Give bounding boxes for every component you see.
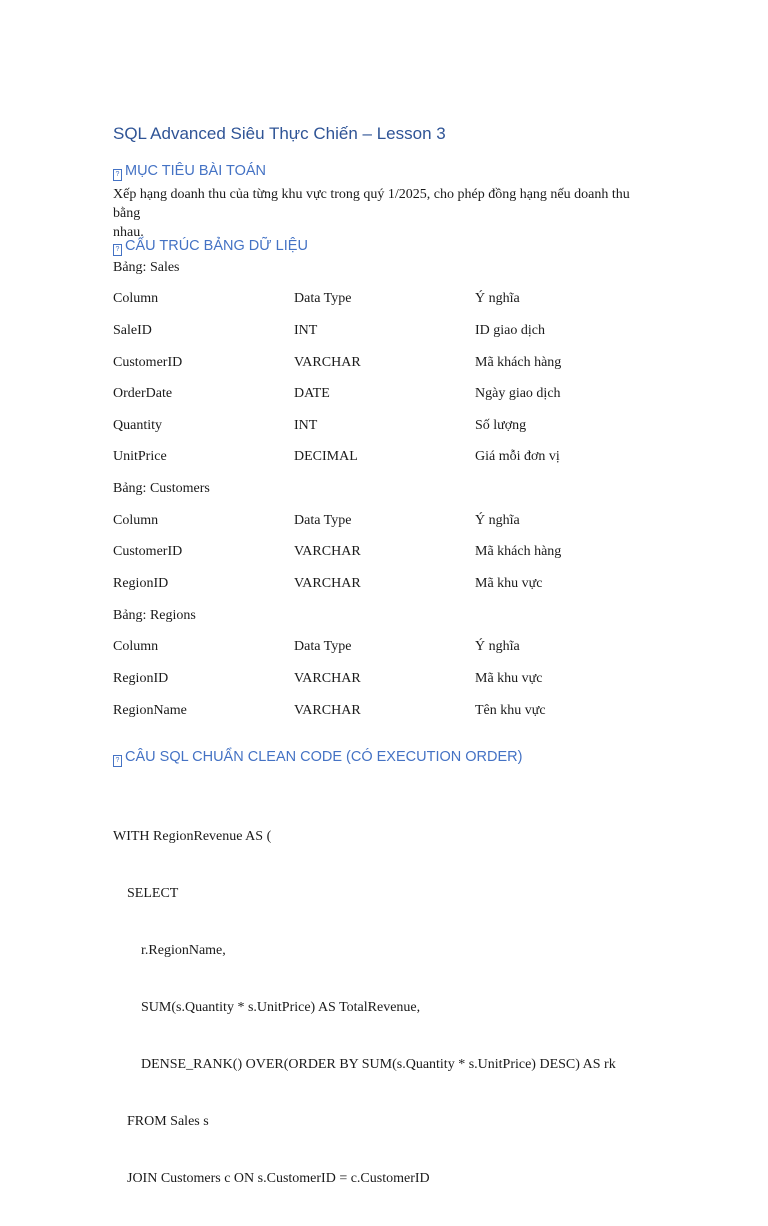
section-heading-label: CÂU SQL CHUẨN CLEAN CODE (CÓ EXECUTION ORDER) bbox=[125, 749, 523, 765]
table-row bbox=[0, 449, 768, 469]
cell-meaning: ID giao dịch bbox=[475, 323, 545, 338]
header-column: Column bbox=[113, 639, 159, 654]
code-line: FROM Sales s bbox=[113, 1114, 209, 1129]
cell-meaning: Mã khách hàng bbox=[475, 544, 562, 559]
cell-data-type: DECIMAL bbox=[294, 449, 358, 464]
missing-glyph-icon: ? bbox=[113, 169, 122, 181]
cell-meaning: Giá mỗi đơn vị bbox=[475, 449, 560, 464]
cell-data-type: VARCHAR bbox=[294, 703, 361, 718]
cell-data-type: VARCHAR bbox=[294, 544, 361, 559]
document-title: SQL Advanced Siêu Thực Chiến – Lesson 3 bbox=[113, 124, 446, 143]
cell-column: RegionName bbox=[113, 703, 187, 718]
header-column: Column bbox=[113, 291, 159, 306]
header-column: Column bbox=[113, 513, 159, 528]
sql-code-block bbox=[113, 789, 616, 1226]
cell-data-type: VARCHAR bbox=[294, 576, 361, 591]
table-row bbox=[0, 386, 768, 406]
cell-column: RegionID bbox=[113, 576, 169, 591]
table-header-row bbox=[0, 639, 768, 659]
objective-paragraph bbox=[113, 185, 658, 242]
cell-column: UnitPrice bbox=[113, 449, 167, 464]
cell-data-type: VARCHAR bbox=[294, 671, 361, 686]
cell-data-type: DATE bbox=[294, 386, 330, 401]
cell-meaning: Tên khu vực bbox=[475, 703, 546, 718]
section-heading-structure bbox=[113, 238, 308, 256]
cell-meaning: Ngày giao dịch bbox=[475, 386, 561, 401]
table-row bbox=[0, 323, 768, 343]
header-meaning: Ý nghĩa bbox=[475, 513, 520, 528]
header-data-type: Data Type bbox=[294, 291, 352, 306]
code-line: WITH RegionRevenue AS ( bbox=[113, 829, 272, 844]
table-header-row bbox=[0, 513, 768, 533]
table-row bbox=[0, 418, 768, 438]
table-label-sales: Bảng: Sales bbox=[113, 260, 180, 275]
cell-meaning: Mã khu vực bbox=[475, 671, 543, 686]
table-header-row bbox=[0, 291, 768, 311]
objective-line-1: Xếp hạng doanh thu của từng khu vực trong quý 1/2025, cho phép đồng hạng nếu doanh thu bằng bbox=[113, 187, 630, 221]
cell-data-type: VARCHAR bbox=[294, 355, 361, 370]
cell-data-type: INT bbox=[294, 323, 318, 338]
cell-meaning: Số lượng bbox=[475, 418, 527, 433]
table-row bbox=[0, 671, 768, 691]
cell-meaning: Mã khách hàng bbox=[475, 355, 562, 370]
table-row bbox=[0, 544, 768, 564]
code-line: JOIN Customers c ON s.CustomerID = c.CustomerID bbox=[113, 1171, 430, 1186]
table-row bbox=[0, 703, 768, 723]
section-heading-sql bbox=[113, 749, 522, 767]
table-label-customers: Bảng: Customers bbox=[113, 481, 210, 496]
header-data-type: Data Type bbox=[294, 513, 352, 528]
cell-column: CustomerID bbox=[113, 544, 183, 559]
code-line: SUM(s.Quantity * s.UnitPrice) AS TotalRevenue, bbox=[113, 1000, 421, 1015]
table-row bbox=[0, 355, 768, 375]
header-meaning: Ý nghĩa bbox=[475, 291, 520, 306]
cell-data-type: INT bbox=[294, 418, 318, 433]
objective-line-2: nhau. bbox=[113, 225, 144, 240]
section-heading-label: CẤU TRÚC BẢNG DỮ LIỆU bbox=[125, 238, 308, 254]
code-line: SELECT bbox=[113, 886, 179, 901]
section-heading-label: MỤC TIÊU BÀI TOÁN bbox=[125, 163, 266, 179]
code-line: r.RegionName, bbox=[113, 943, 226, 958]
table-label-regions: Bảng: Regions bbox=[113, 608, 196, 623]
section-heading-objective bbox=[113, 163, 266, 181]
missing-glyph-icon: ? bbox=[113, 755, 122, 767]
cell-column: Quantity bbox=[113, 418, 162, 433]
cell-column: RegionID bbox=[113, 671, 169, 686]
missing-glyph-icon: ? bbox=[113, 244, 122, 256]
table-row bbox=[0, 576, 768, 596]
cell-column: CustomerID bbox=[113, 355, 183, 370]
cell-column: SaleID bbox=[113, 323, 152, 338]
header-data-type: Data Type bbox=[294, 639, 352, 654]
cell-column: OrderDate bbox=[113, 386, 173, 401]
header-meaning: Ý nghĩa bbox=[475, 639, 520, 654]
cell-meaning: Mã khu vực bbox=[475, 576, 543, 591]
code-line: DENSE_RANK() OVER(ORDER BY SUM(s.Quantity * s.UnitPrice) DESC) AS rk bbox=[113, 1057, 616, 1072]
